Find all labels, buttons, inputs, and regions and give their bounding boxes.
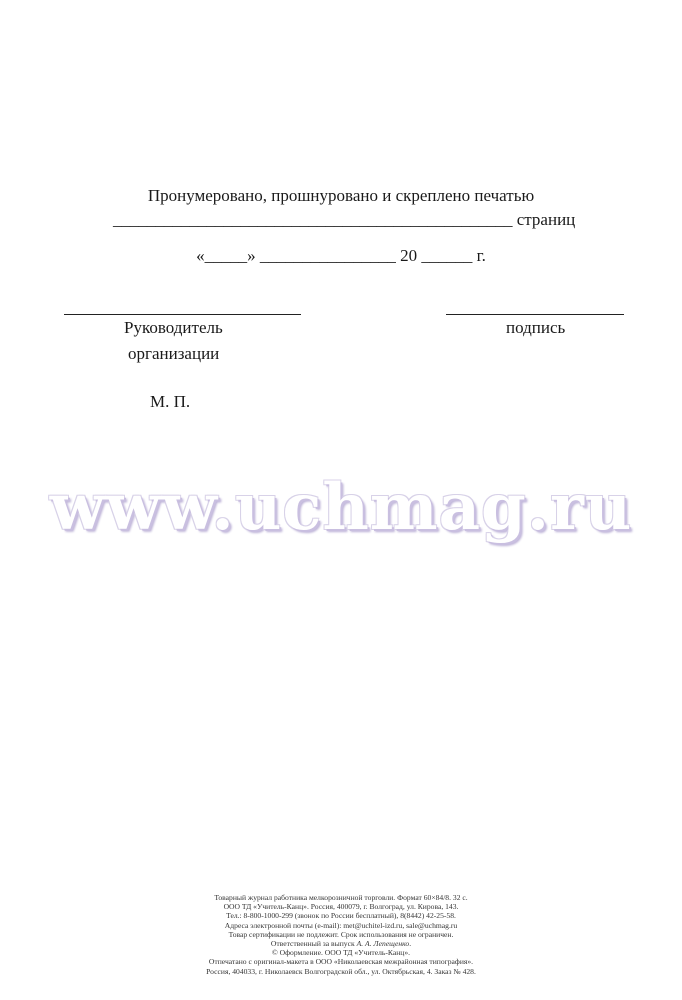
- head-label: Руководитель: [124, 318, 223, 337]
- responsible-suffix: .: [409, 939, 412, 949]
- imprint-block: [0, 893, 682, 976]
- signature-line: [446, 314, 624, 315]
- imprint-line: Товар сертификации не подлежит. Срок использования не ограничен.: [228, 929, 454, 939]
- watermark: www.uchmag.ru: [49, 470, 633, 545]
- imprint-line: ООО ТД «Учитель-Канц». Россия, 400079, г. Волгоград, ул. Кирова, 143.: [223, 902, 459, 912]
- responsible-name: А. А. Лепещенко: [356, 939, 410, 949]
- imprint-line: Отпечатано с оригинал-макета в ООО «Николаевская межрайонная типография».: [208, 957, 474, 967]
- signature-label: подпись: [506, 318, 566, 337]
- imprint-line: Россия, 404033, г. Николаевск Волгоградской обл., ул. Октябрьская, 4. Заказ № 428.: [206, 966, 476, 976]
- imprint-line: Тел.: 8-800-1000-299 (звонок по России бесплатный), 8(8442) 42-25-58.: [226, 911, 456, 921]
- organization-label: организации: [128, 344, 220, 363]
- pages-count-line: _______________________________________________ страниц: [113, 210, 576, 229]
- head-signature-line: [64, 314, 301, 315]
- imprint-responsible-line: [0, 939, 682, 948]
- imprint-line: Товарный журнал работника мелкорозничной торговли. Формат 60×84/8. 32 с.: [214, 893, 468, 902]
- date-line: «_____» ________________ 20 ______ г.: [196, 246, 486, 265]
- imprint-line: Адреса электронной почты (e-mail): met@uchitel-izd.ru, sale@uchmag.ru: [224, 920, 458, 930]
- responsible-prefix: Ответственный за выпуск: [270, 939, 357, 949]
- imprint-line: © Оформление. ООО ТД «Учитель-Канц».: [271, 948, 411, 958]
- certification-title: Пронумеровано, прошнуровано и скреплено печатью: [147, 186, 535, 205]
- stamp-label: М. П.: [150, 392, 191, 411]
